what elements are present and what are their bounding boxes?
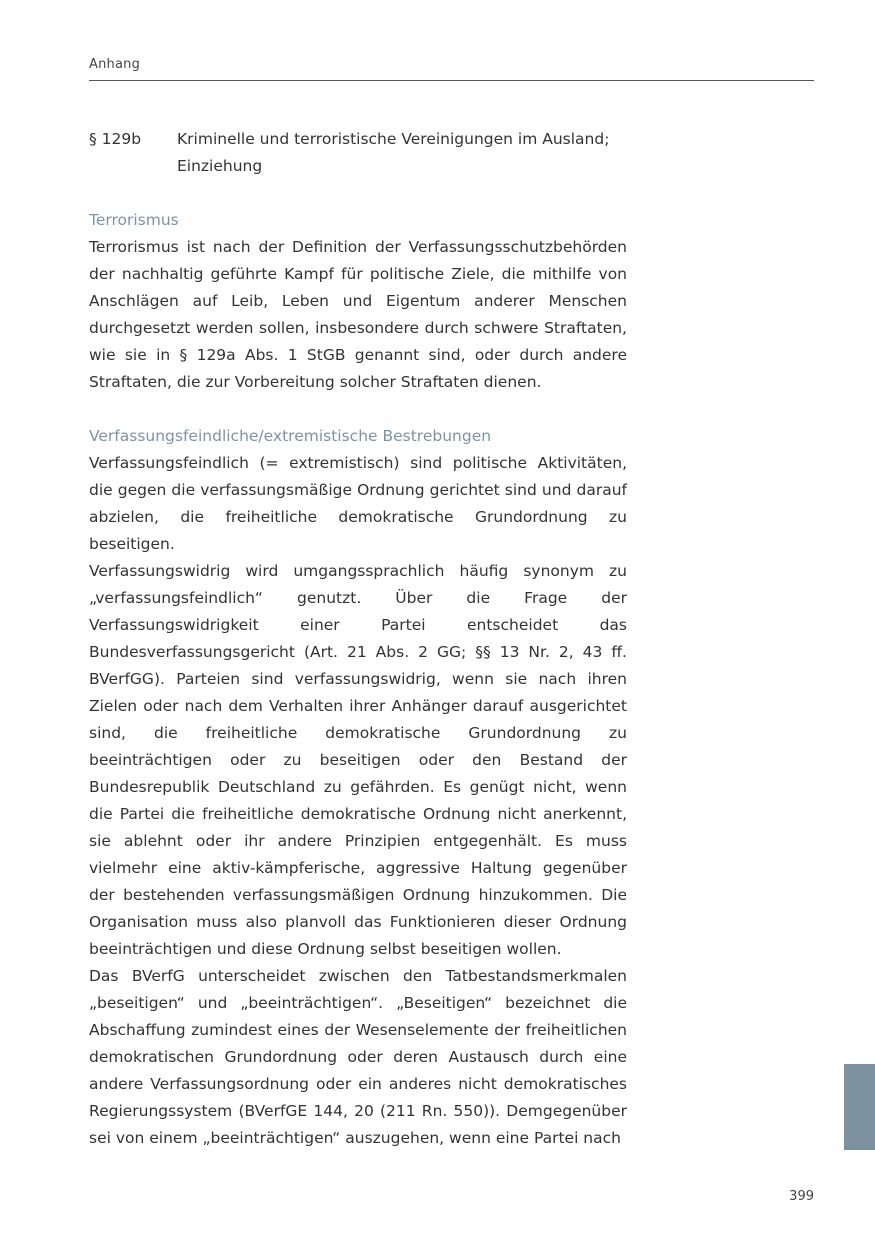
header-title: Anhang (89, 57, 141, 72)
law-entry (89, 126, 627, 180)
page-content (89, 126, 627, 1152)
page-number: 399 (789, 1189, 814, 1204)
body-paragraph: Verfassungswidrig wird umgangssprachlich häufig synonym zu „verfassungsfeindlich“ genutzt. Über die Frage der Verfassungswidrigkeit einer Partei entscheidet das Bundesverfassungsgericht (Art. 21 Abs. 2 GG; §§ 13 Nr. 2, 43 ff. BVerfGG). Parteien sind verfassungswidrig, wenn sie nach ihren Zielen oder nach dem Verhalten ihrer Anhänger darauf ausgerichtet sind, die freiheitliche demokratische Grundordnung zu beeinträchtigen oder zu beseitigen oder den Bestand der Bundesrepublik Deutschland zu gefährden. Es genügt nicht, wenn die Partei die freiheitliche demokratische Ordnung nicht anerkennt, sie ablehnt oder ihr andere Prinzipien entgegenhält. Es muss vielmehr eine aktiv-kämpferische, aggressive Haltung gegenüber der bestehenden verfassungsmäßigen Ordnung hinzukommen. Die Organisation muss also planvoll das Funktionieren dieser Ordnung beeinträchtigen und diese Ordnung selbst beseitigen wollen. (89, 562, 627, 958)
body-paragraph: Das BVerfG unterscheidet zwischen den Tatbestandsmerkmalen „beseitigen“ und „beeinträchtigen“. „Beseitigen“ bezeichnet die Abschaffung zumindest eines der Wesenselemente der freiheitlichen demokratischen Grundordnung oder deren Austausch durch eine andere Verfassungsordnung oder ein anderes nicht demokratisches Regierungssystem (BVerfGE 144, 20 (211 Rn. 550)). Demgegenüber sei von einem „beeinträchtigen“ auszugehen, wenn eine Partei nach (89, 967, 627, 1147)
law-paragraph-number: § 129b (89, 130, 142, 148)
section-heading: Verfassungsfeindliche/extremistische Bestrebungen (89, 427, 492, 445)
section-verfassungsfeindliche-bestrebungen (89, 423, 627, 1152)
body-paragraph: Terrorismus ist nach der Definition der Verfassungsschutzbehörden der nachhaltig geführte Kampf für politische Ziele, die mithilfe von Anschlägen auf Leib, Leben und Eigentum anderer Menschen durchgesetzt werden sollen, insbesondere durch schwere Straftaten, wie sie in § 129a Abs. 1 StGB genannt sind, oder durch andere Straftaten, die zur Vorbereitung solcher Straftaten dienen. (89, 238, 627, 391)
body-paragraph: Verfassungsfeindlich (= extremistisch) sind politische Aktivitäten, die gegen die verfassungsmäßige Ordnung gerichtet sind und darauf abzielen, die freiheitliche demokratische Grundordnung zu beseitigen. (89, 454, 627, 553)
section-terrorismus (89, 207, 627, 396)
chapter-side-tab (844, 1064, 875, 1150)
running-header (89, 56, 814, 81)
law-entry-title: Kriminelle und terroristische Vereinigungen im Ausland; Einziehung (177, 130, 610, 175)
section-heading: Terrorismus (89, 211, 179, 229)
